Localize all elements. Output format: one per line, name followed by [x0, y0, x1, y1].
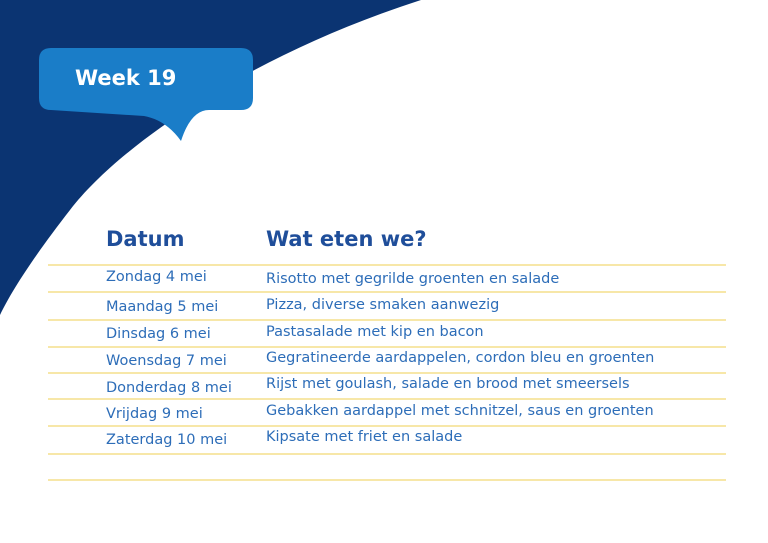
row-meal: Risotto met gegrilde groenten en salade [266, 271, 560, 287]
table-rule [48, 453, 726, 455]
column-header-meal: Wat eten we? [266, 227, 427, 251]
table-rule [48, 319, 726, 321]
row-meal: Gegratineerde aardappelen, cordon bleu en groenten [266, 350, 655, 366]
row-date: Zondag 4 mei [106, 269, 207, 285]
table-rule [48, 264, 726, 266]
table-rule [48, 291, 726, 293]
row-date: Dinsdag 6 mei [106, 326, 211, 342]
row-meal: Pizza, diverse smaken aanwezig [266, 297, 500, 313]
table-rule [48, 398, 726, 400]
speech-bubble-shape [39, 48, 253, 141]
row-meal: Kipsate met friet en salade [266, 429, 463, 445]
table-rule [48, 479, 726, 481]
row-meal: Rijst met goulash, salade en brood met smeersels [266, 376, 630, 392]
week-title: Week 19 [75, 66, 177, 90]
column-header-date: Datum [106, 227, 185, 251]
row-date: Maandag 5 mei [106, 299, 219, 315]
row-date: Woensdag 7 mei [106, 353, 227, 369]
row-meal: Pastasalade met kip en bacon [266, 324, 484, 340]
row-meal: Gebakken aardappel met schnitzel, saus en groenten [266, 403, 654, 419]
row-date: Zaterdag 10 mei [106, 432, 228, 448]
row-date: Donderdag 8 mei [106, 380, 232, 396]
row-date: Vrijdag 9 mei [106, 406, 203, 422]
